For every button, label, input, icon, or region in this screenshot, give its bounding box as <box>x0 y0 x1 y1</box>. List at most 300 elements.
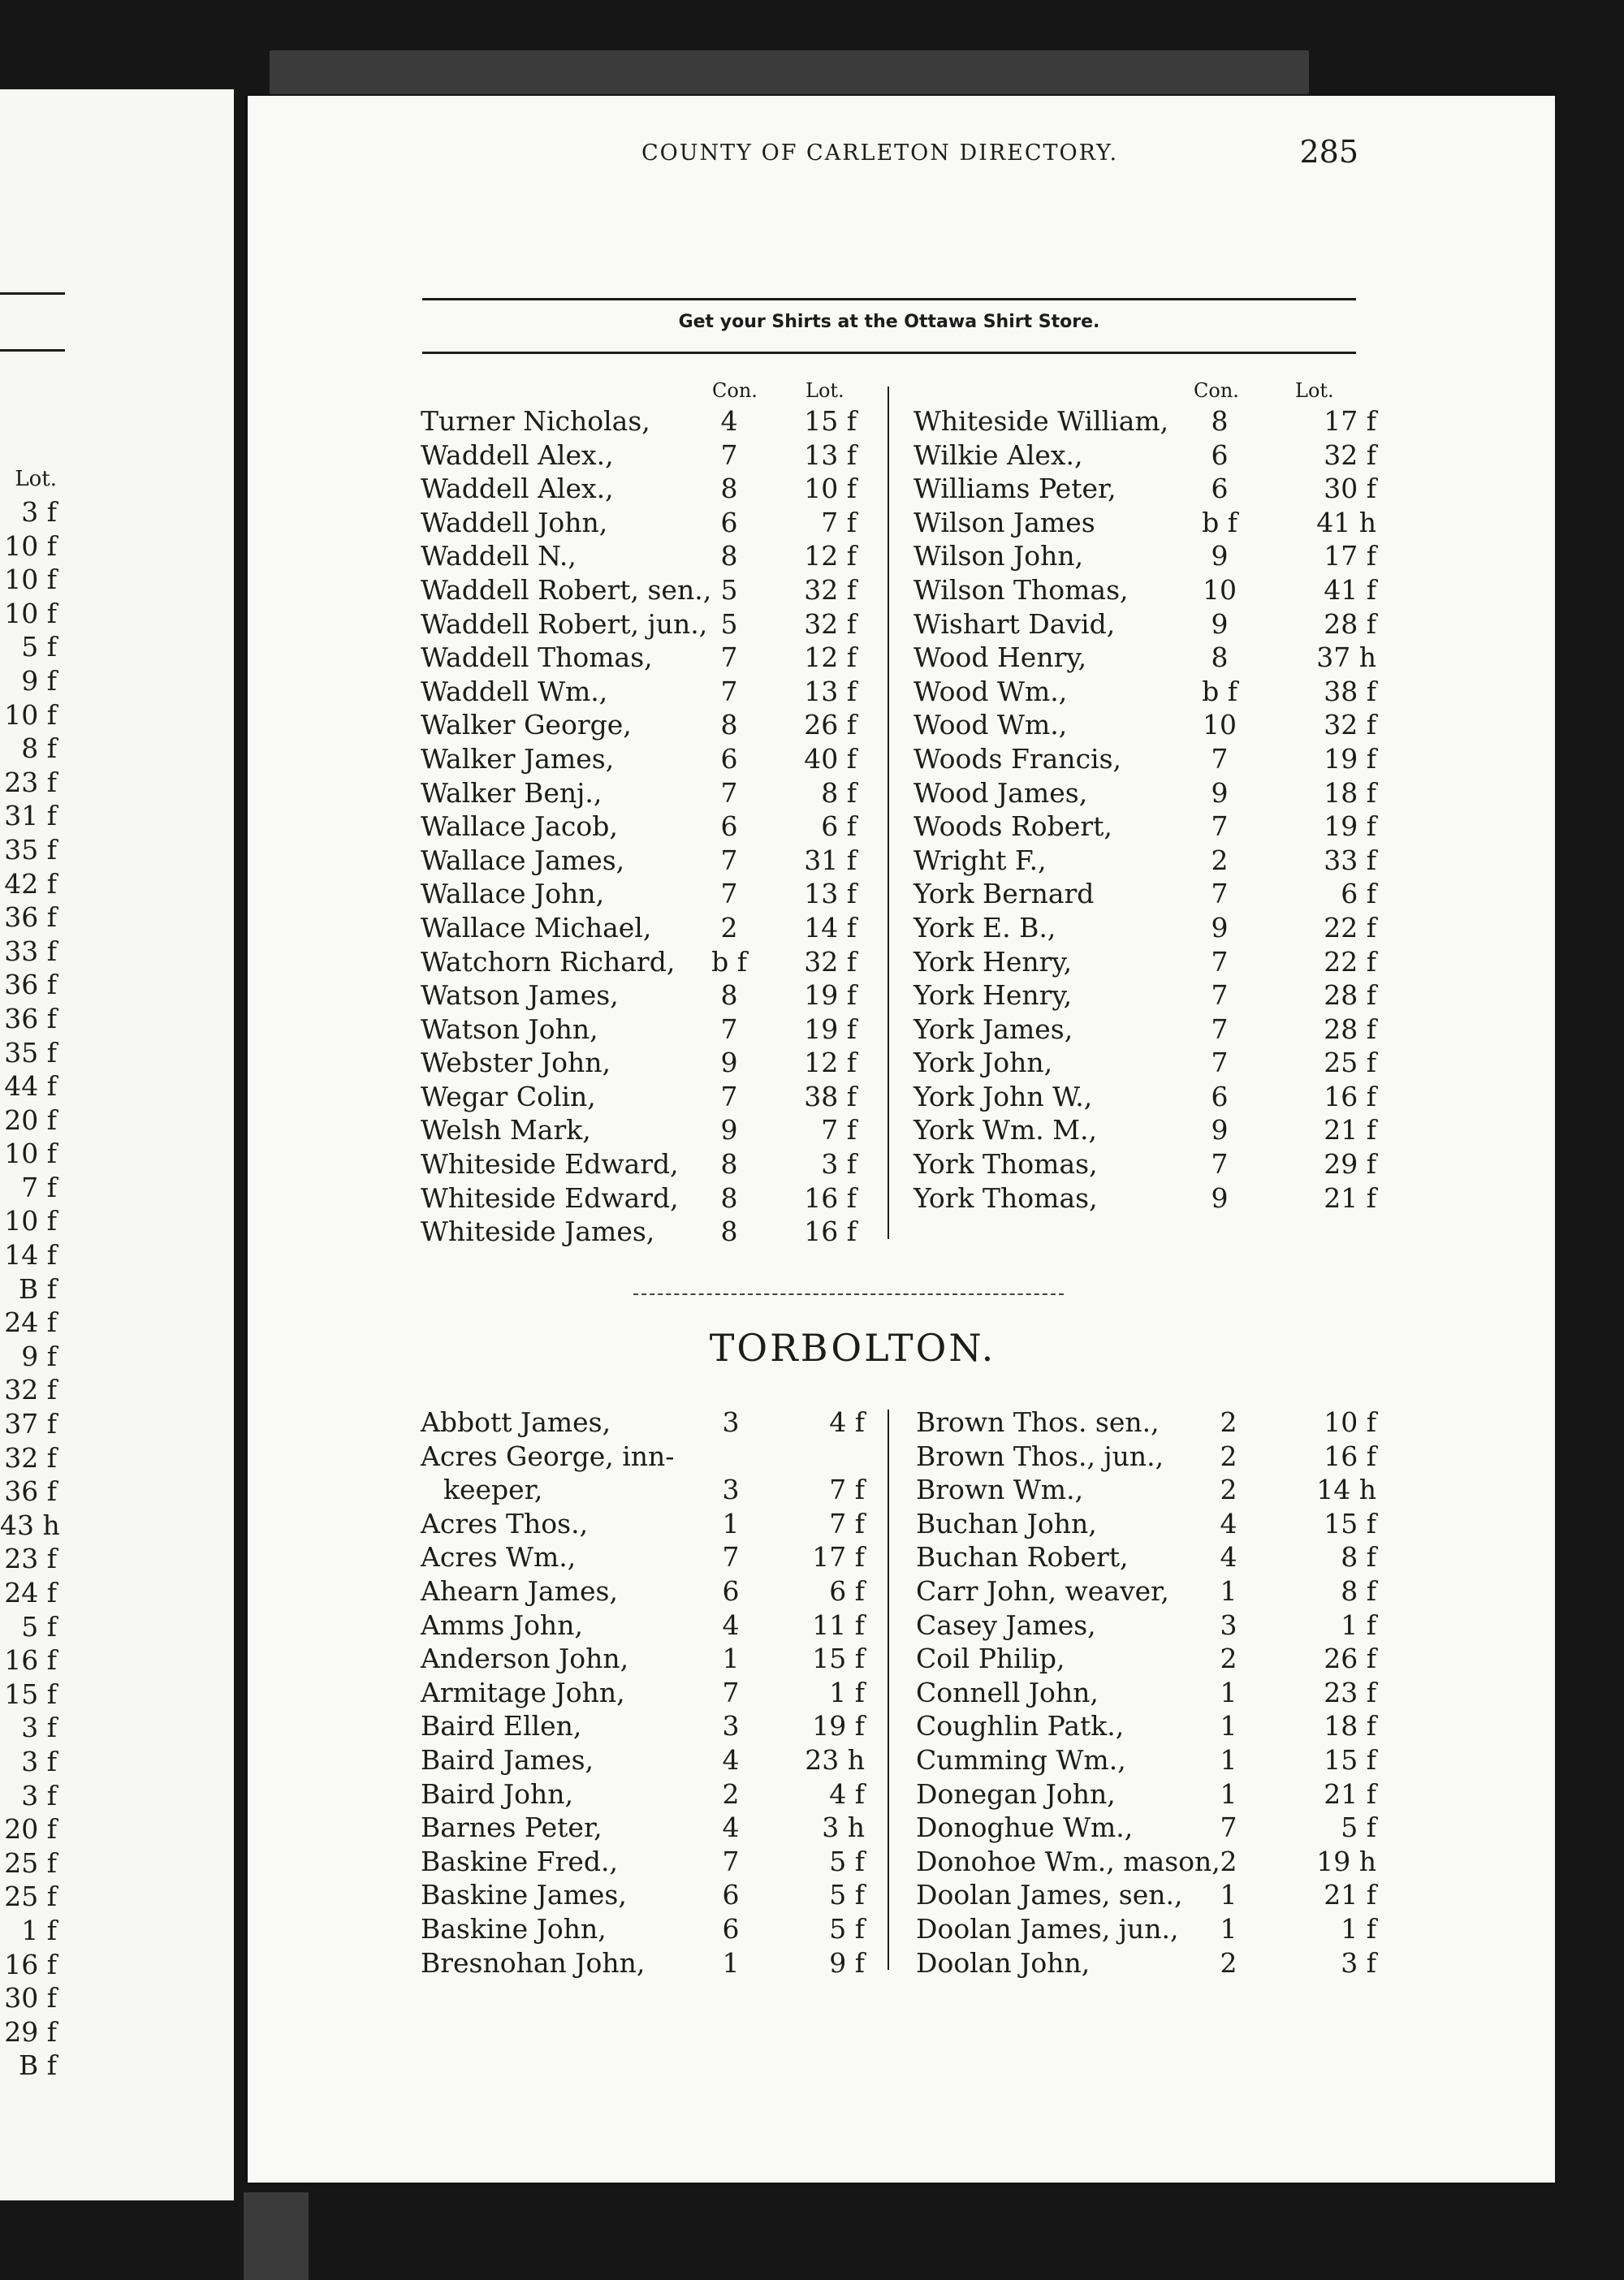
entry-concession: 6 <box>1211 1080 1229 1112</box>
left-page-lot: 35 f <box>4 1036 57 1069</box>
left-page-rule <box>0 349 65 352</box>
entry-concession: 8 <box>1211 641 1229 674</box>
left-page-lot: 10 f <box>4 1205 57 1237</box>
entry-name: Waddell Robert, jun., <box>421 607 708 640</box>
entry-name: Turner Nicholas, <box>421 405 650 437</box>
directory-entry <box>421 1540 867 1574</box>
entry-name: York Thomas, <box>914 1181 1098 1214</box>
entry-lot: 19 f <box>804 979 857 1012</box>
entry-lot: 16 f <box>1324 1440 1376 1472</box>
directory-entry <box>421 1507 867 1541</box>
directory-entry <box>421 877 859 911</box>
entry-concession: 7 <box>720 1013 738 1045</box>
entry-concession: 7 <box>1211 945 1229 978</box>
entry-concession: 10 <box>1203 709 1237 741</box>
entry-lot: 1 f <box>1341 1912 1376 1945</box>
entry-name: Wallace Michael, <box>421 911 652 944</box>
left-page-lot: 23 f <box>4 766 57 798</box>
left-page-lot: 35 f <box>4 833 57 866</box>
directory-entry <box>914 742 1376 776</box>
entry-concession: 7 <box>1220 1811 1237 1844</box>
directory-entry <box>916 1777 1376 1811</box>
advertisement-line: Get your Shirts at the Ottawa Shirt Store. <box>678 312 1100 332</box>
entry-lot: 3 f <box>821 1148 857 1181</box>
entry-name: Wallace John, <box>421 878 605 910</box>
entry-concession: 2 <box>1211 844 1229 876</box>
left-page-lot: 3 f <box>21 1745 57 1777</box>
entry-concession: 9 <box>1211 540 1229 572</box>
entry-concession: 1 <box>1220 1879 1237 1911</box>
directory-entry <box>421 1406 867 1440</box>
left-page-lot: 16 f <box>4 1644 57 1677</box>
directory-entry <box>916 1473 1376 1507</box>
entry-lot: 28 f <box>1324 607 1376 640</box>
directory-entry <box>421 1046 859 1080</box>
entry-concession: 6 <box>722 1574 740 1607</box>
entry-concession: 1 <box>1220 1574 1237 1607</box>
entry-concession: 9 <box>720 1047 738 1079</box>
header-rule <box>422 298 1356 300</box>
left-page-lot: 9 f <box>21 1340 57 1372</box>
left-page-lot: 32 f <box>4 1374 57 1406</box>
directory-entry <box>421 776 859 810</box>
entry-concession: 4 <box>720 405 738 437</box>
entry-concession: 9 <box>1211 1114 1229 1146</box>
entry-name: Buchan John, <box>916 1507 1097 1539</box>
entry-concession: 7 <box>720 641 738 674</box>
entry-concession: 2 <box>1220 1406 1237 1438</box>
left-page-lot: 10 f <box>4 529 57 562</box>
entry-name: Baird Ellen, <box>421 1710 582 1742</box>
entry-name: Amms John, <box>421 1609 583 1641</box>
entry-concession: 4 <box>1220 1541 1237 1574</box>
directory-entry <box>421 573 859 607</box>
directory-entry <box>916 1709 1376 1743</box>
directory-entry <box>914 1113 1376 1147</box>
entry-lot: 15 f <box>812 1643 865 1675</box>
entry-name: Wilson Thomas, <box>914 573 1129 606</box>
entry-name: York Bernard <box>914 878 1095 910</box>
left-page-lot: 31 f <box>4 800 57 832</box>
entry-lot: 13 f <box>804 438 857 471</box>
directory-entry <box>914 1013 1376 1047</box>
entry-name: Coil Philip, <box>916 1643 1065 1675</box>
directory-entry <box>914 877 1376 911</box>
entry-concession: 6 <box>1211 438 1229 471</box>
left-page-lot: 15 f <box>4 1678 57 1710</box>
lot-heading: Lot. <box>1295 379 1334 402</box>
entry-name: York John, <box>914 1047 1053 1079</box>
entry-name: Whiteside Edward, <box>421 1148 679 1181</box>
directory-entry <box>914 506 1376 540</box>
entry-lot: 32 f <box>804 607 857 640</box>
entry-concession: b f <box>1202 506 1237 538</box>
entry-name: Brown Thos., jun., <box>916 1440 1164 1472</box>
entry-name: Watson James, <box>421 979 619 1012</box>
entry-name: Anderson John, <box>421 1643 629 1675</box>
entry-name: Watson John, <box>421 1013 598 1045</box>
entry-name: Waddell Robert, sen., <box>421 573 712 606</box>
entry-name: Baskine John, <box>421 1912 607 1945</box>
entry-name: Baskine Fred., <box>421 1845 618 1877</box>
book-binding-bottom <box>244 2192 309 2280</box>
directory-entry <box>421 506 859 540</box>
entry-concession: 9 <box>1211 911 1229 944</box>
section2-right-column <box>916 1406 1376 1980</box>
entry-lot: 26 f <box>1324 1643 1376 1675</box>
entry-name: York John W., <box>914 1080 1093 1112</box>
entry-lot: 38 f <box>804 1080 857 1112</box>
directory-entry <box>421 1440 867 1474</box>
left-page-lot: 36 f <box>4 901 57 934</box>
left-page-lot: 3 f <box>21 1712 57 1744</box>
entry-name: keeper, <box>443 1474 543 1506</box>
entry-lot: 8 f <box>821 776 857 809</box>
left-page-lot: 5 f <box>21 1610 57 1643</box>
entry-concession: 4 <box>722 1743 740 1776</box>
entry-name: Baird James, <box>421 1743 594 1776</box>
entry-lot: 32 f <box>1324 709 1376 741</box>
entry-name: Bresnohan John, <box>421 1946 646 1979</box>
entry-concession: 7 <box>720 438 738 471</box>
directory-entry <box>916 1946 1376 1980</box>
directory-entry <box>421 978 859 1013</box>
directory-entry <box>914 539 1376 573</box>
entry-name: Wood Wm., <box>914 675 1068 707</box>
section2-left-column <box>421 1406 867 1980</box>
entry-lot: 33 f <box>1324 844 1376 876</box>
directory-entry <box>421 844 859 878</box>
page-header <box>418 134 1376 175</box>
entry-name: Wright F., <box>914 844 1047 876</box>
entry-concession: 7 <box>1211 1148 1229 1181</box>
column-divider <box>888 386 889 1239</box>
left-page-lot: 42 f <box>4 867 57 900</box>
directory-entry <box>421 1845 867 1879</box>
directory-entry <box>914 708 1376 742</box>
entry-name: Walker George, <box>421 709 632 741</box>
directory-entry <box>421 641 859 675</box>
left-page-lot-column <box>0 463 60 2083</box>
entry-name: Cumming Wm., <box>916 1743 1126 1776</box>
entry-concession: 7 <box>1211 878 1229 910</box>
entry-lot: 5 f <box>829 1879 865 1911</box>
entry-lot: 3 f <box>1341 1946 1376 1979</box>
left-page-lot: 32 f <box>4 1441 57 1474</box>
entry-name: Acres George, inn- <box>421 1440 675 1472</box>
entry-concession: 1 <box>1220 1710 1237 1742</box>
entry-lot: 22 f <box>1324 945 1376 978</box>
directory-entry <box>914 1147 1376 1181</box>
entry-name: York Wm. M., <box>914 1114 1098 1146</box>
directory-entry <box>916 1574 1376 1609</box>
entry-concession: 8 <box>720 473 738 505</box>
entry-concession: 4 <box>1220 1507 1237 1539</box>
section1-right-column <box>914 404 1376 1215</box>
entry-name: Armitage John, <box>421 1676 625 1708</box>
left-page-lot: 9 f <box>21 664 57 697</box>
entry-concession: 9 <box>720 1114 738 1146</box>
section-title: TORBOLTON. <box>709 1326 996 1370</box>
entry-concession: 7 <box>1211 810 1229 843</box>
entry-lot: 13 f <box>804 675 857 707</box>
entry-concession: 8 <box>720 709 738 741</box>
entry-concession: 3 <box>722 1474 740 1506</box>
entry-concession: 1 <box>722 1946 740 1979</box>
entry-concession: 7 <box>722 1676 740 1708</box>
entry-lot: 21 f <box>1324 1181 1376 1214</box>
entry-concession: 1 <box>722 1643 740 1675</box>
entry-lot: 37 h <box>1316 641 1376 674</box>
left-page-lot-heading: Lot. <box>15 467 57 491</box>
entry-name: Waddell N., <box>421 540 577 572</box>
entry-lot: 17 f <box>812 1541 865 1574</box>
entry-name: Donoghue Wm., <box>916 1811 1134 1844</box>
entry-name: Wishart David, <box>914 607 1116 640</box>
directory-entry <box>914 675 1376 709</box>
left-page-lot: 37 f <box>4 1408 57 1440</box>
directory-entry <box>916 1676 1376 1710</box>
directory-entry <box>916 1743 1376 1777</box>
entry-concession: 6 <box>720 810 738 843</box>
entry-name: Wegar Colin, <box>421 1080 596 1112</box>
entry-concession: 2 <box>1220 1845 1237 1877</box>
directory-entry <box>916 1878 1376 1912</box>
left-page-lot: 25 f <box>4 1846 57 1879</box>
entry-name: York Henry, <box>914 979 1073 1012</box>
entry-name: Webster John, <box>421 1047 611 1079</box>
entry-lot: 17 f <box>1324 540 1376 572</box>
directory-entry <box>914 641 1376 675</box>
entry-lot: 21 f <box>1324 1777 1376 1810</box>
entry-name: Wood James, <box>914 776 1088 809</box>
entry-concession: 6 <box>722 1912 740 1945</box>
left-page-lot: 43 h <box>0 1509 60 1541</box>
entry-lot: 28 f <box>1324 979 1376 1012</box>
entry-concession: 7 <box>720 878 738 910</box>
directory-entry <box>914 911 1376 945</box>
entry-lot: 8 f <box>1341 1574 1376 1607</box>
directory-entry <box>421 1113 859 1147</box>
entry-concession: 8 <box>1211 405 1229 437</box>
directory-entry <box>421 1912 867 1946</box>
entry-lot: 17 f <box>1324 405 1376 437</box>
lot-heading: Lot. <box>806 379 844 402</box>
directory-entry <box>914 1181 1376 1216</box>
entry-lot: 5 f <box>1341 1811 1376 1844</box>
entry-lot: 3 h <box>822 1811 865 1844</box>
entry-lot: 14 f <box>804 911 857 944</box>
directory-entry <box>421 1473 867 1507</box>
left-page-lot: 29 f <box>4 2015 57 2048</box>
entry-concession: 8 <box>720 540 738 572</box>
directory-entry <box>916 1440 1376 1474</box>
left-page-lot: 1 f <box>21 1914 57 1946</box>
entry-name: Waddell John, <box>421 506 608 538</box>
left-page-lot: 20 f <box>4 1103 57 1136</box>
section1-left-column <box>421 404 859 1249</box>
entry-name: Whiteside James, <box>421 1216 655 1248</box>
directory-entry <box>421 1080 859 1114</box>
entry-lot: 19 f <box>1324 742 1376 775</box>
directory-entry <box>916 1507 1376 1541</box>
entry-concession: b f <box>711 945 747 978</box>
entry-concession: 1 <box>722 1507 740 1539</box>
directory-entry <box>421 945 859 979</box>
entry-name: Waddell Thomas, <box>421 641 653 674</box>
entry-concession: 2 <box>720 911 738 944</box>
entry-lot: 15 f <box>1324 1743 1376 1776</box>
entry-name: Wallace James, <box>421 844 625 876</box>
entry-lot: 6 f <box>829 1574 865 1607</box>
entry-concession: 4 <box>722 1609 740 1641</box>
directory-entry <box>421 1811 867 1845</box>
entry-concession: 7 <box>1211 1047 1229 1079</box>
book-binding-top <box>270 50 1309 94</box>
directory-entry <box>916 1845 1376 1879</box>
left-page-lot: 14 f <box>4 1239 57 1272</box>
directory-entry <box>421 1147 859 1181</box>
entry-concession: 1 <box>1220 1912 1237 1945</box>
directory-entry <box>421 810 859 844</box>
directory-entry <box>914 573 1376 607</box>
entry-name: Coughlin Patk., <box>916 1710 1125 1742</box>
left-page-lot: 25 f <box>4 1881 57 1913</box>
entry-concession: 8 <box>720 1216 738 1248</box>
entry-name: Woods Francis, <box>914 742 1122 775</box>
directory-entry <box>914 810 1376 844</box>
directory-entry <box>421 675 859 709</box>
entry-concession: 7 <box>720 675 738 707</box>
directory-entry <box>421 911 859 945</box>
left-page-lot: 36 f <box>4 1475 57 1508</box>
entry-concession: 4 <box>722 1811 740 1844</box>
entry-name: Brown Wm., <box>916 1474 1084 1506</box>
entry-concession: 8 <box>720 979 738 1012</box>
entry-lot: 7 f <box>821 506 857 538</box>
directory-entry <box>914 945 1376 979</box>
entry-name: Casey James, <box>916 1609 1096 1641</box>
entry-lot: 7 f <box>821 1114 857 1146</box>
entry-name: Doolan James, jun., <box>916 1912 1179 1945</box>
entry-name: York James, <box>914 1013 1073 1045</box>
entry-name: Walker James, <box>421 742 615 775</box>
entry-lot: 16 f <box>804 1216 857 1248</box>
entry-concession: 7 <box>722 1845 740 1877</box>
entry-concession: 2 <box>1220 1643 1237 1675</box>
left-page-lot: 8 f <box>21 732 57 765</box>
left-page-lot: 3 f <box>21 1779 57 1811</box>
entry-lot: 21 f <box>1324 1114 1376 1146</box>
left-page-lot: 20 f <box>4 1813 57 1846</box>
entry-lot: 11 f <box>812 1609 865 1641</box>
left-page-lot: 24 f <box>4 1577 57 1609</box>
entry-lot: 30 f <box>1324 473 1376 505</box>
directory-entry <box>914 438 1376 473</box>
entry-name: Woods Robert, <box>914 810 1112 843</box>
entry-lot: 4 f <box>829 1406 865 1438</box>
entry-lot: 29 f <box>1324 1148 1376 1181</box>
entry-name: Waddell Alex., <box>421 473 614 505</box>
entry-lot: 32 f <box>804 573 857 606</box>
entry-name: Wilson John, <box>914 540 1084 572</box>
entry-concession: b f <box>1202 675 1237 707</box>
directory-entry <box>914 404 1376 438</box>
left-page-lot: B f <box>19 2049 57 2082</box>
entry-name: Buchan Robert, <box>916 1541 1129 1574</box>
entry-lot: 28 f <box>1324 1013 1376 1045</box>
entry-concession: 8 <box>720 1148 738 1181</box>
entry-concession: 1 <box>1220 1676 1237 1708</box>
entry-concession: 10 <box>1203 573 1237 606</box>
directory-entry <box>421 1676 867 1710</box>
entry-lot: 38 f <box>1324 675 1376 707</box>
directory-entry <box>421 1013 859 1047</box>
entry-name: Wood Henry, <box>914 641 1087 674</box>
entry-concession: 6 <box>722 1879 740 1911</box>
left-page-lot: 10 f <box>4 698 57 731</box>
entry-lot: 16 f <box>1324 1080 1376 1112</box>
left-page-lot: 16 f <box>4 1948 57 1980</box>
entry-lot: 19 f <box>812 1710 865 1742</box>
entry-lot: 8 f <box>1341 1541 1376 1574</box>
directory-entry <box>916 1540 1376 1574</box>
entry-concession: 7 <box>1211 1013 1229 1045</box>
left-page-lot: 7 f <box>21 1171 57 1203</box>
entry-name: Walker Benj., <box>421 776 603 809</box>
entry-name: Whiteside Edward, <box>421 1181 679 1214</box>
entry-concession: 6 <box>720 506 738 538</box>
entry-lot: 16 f <box>804 1181 857 1214</box>
entry-lot: 6 f <box>821 810 857 843</box>
left-page-lot: 10 f <box>4 564 57 596</box>
column-divider <box>888 1410 889 1970</box>
directory-entry <box>916 1811 1376 1845</box>
directory-entry <box>914 607 1376 641</box>
entry-lot: 13 f <box>804 878 857 910</box>
directory-entry <box>916 1912 1376 1946</box>
entry-lot: 23 f <box>1324 1676 1376 1708</box>
entry-name: Watchorn Richard, <box>421 945 676 978</box>
entry-name: Donegan John, <box>916 1777 1116 1810</box>
left-page-lot: 44 f <box>4 1070 57 1103</box>
directory-entry <box>421 1946 867 1980</box>
entry-name: Barnes Peter, <box>421 1811 603 1844</box>
entry-name: Brown Thos. sen., <box>916 1406 1160 1438</box>
entry-lot: 19 f <box>804 1013 857 1045</box>
entry-lot: 32 f <box>804 945 857 978</box>
entry-lot: 9 f <box>829 1946 865 1979</box>
entry-concession: 9 <box>1211 607 1229 640</box>
entry-name: Wilson James <box>914 506 1095 538</box>
entry-concession: 1 <box>1220 1743 1237 1776</box>
directory-entry <box>421 1609 867 1643</box>
entry-name: Waddell Wm., <box>421 675 608 707</box>
entry-concession: 7 <box>1211 979 1229 1012</box>
entry-lot: 26 f <box>804 709 857 741</box>
entry-lot: 40 f <box>804 742 857 775</box>
directory-entry <box>421 1642 867 1676</box>
entry-lot: 15 f <box>1324 1507 1376 1539</box>
directory-entry <box>421 1574 867 1609</box>
left-page-lot: 23 f <box>4 1543 57 1575</box>
directory-entry <box>421 472 859 506</box>
directory-entry <box>914 1046 1376 1080</box>
entry-lot: 41 h <box>1316 506 1376 538</box>
entry-name: Doolan James, sen., <box>916 1879 1183 1911</box>
entry-lot: 22 f <box>1324 911 1376 944</box>
con-heading: Con. <box>1194 379 1239 402</box>
